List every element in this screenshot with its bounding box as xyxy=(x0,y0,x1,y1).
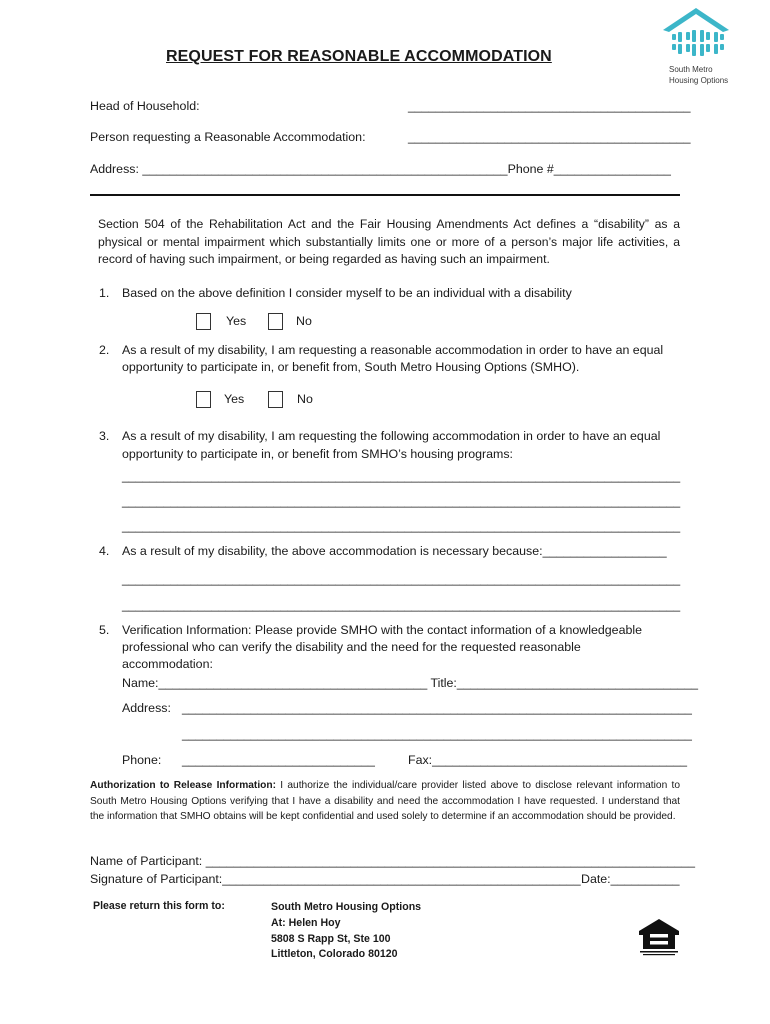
q3-number: 3. xyxy=(99,429,110,443)
logo-line-1: South Metro xyxy=(669,65,713,74)
authorization-label: Authorization to Release Information: xyxy=(90,780,276,791)
q2-yes-label: Yes xyxy=(224,392,245,406)
address-phone-field[interactable]: Address: _____________________________________________________Phone #_________________ xyxy=(90,162,671,176)
q3-line-1: As a result of my disability, I am requesting the following accommodation in order to have an equal xyxy=(122,429,661,443)
q4-number: 4. xyxy=(99,544,110,558)
q2-number: 2. xyxy=(99,343,110,357)
authorization-text: I authorize the individual/care provider listed above to disclose relevant information to South Metro Housing Options verifying that I have a disability and need the accommodation I have requested. I understand that the information that SMHO obtains will be kept confidential and used solely to determine if an accommodation should be provided. xyxy=(90,780,680,822)
person-requesting-field[interactable]: _________________________________________ xyxy=(408,130,691,144)
q1-text: Based on the above definition I consider myself to be an individual with a disability xyxy=(122,286,572,300)
participant-date-field[interactable]: Date:__________ xyxy=(581,872,680,886)
verifier-address-field[interactable]: __________________________________________________________________________ xyxy=(182,727,692,741)
q1-no-label: No xyxy=(296,314,312,328)
q5-line-3: accommodation: xyxy=(122,657,213,671)
return-street: 5808 S Rapp St, Ste 100 xyxy=(271,932,391,945)
authorization-paragraph xyxy=(90,778,680,825)
verifier-address-label: Address: xyxy=(122,701,171,715)
logo-text xyxy=(669,64,728,86)
q5-line-2: professional who can verify the disability and the need for the requested reasonable xyxy=(122,640,581,654)
q1-yes-checkbox[interactable] xyxy=(196,313,211,330)
q2-no-label: No xyxy=(297,392,313,406)
divider xyxy=(90,194,680,196)
head-of-household-label: Head of Household: xyxy=(90,99,200,113)
q5-number: 5. xyxy=(99,623,110,637)
verifier-phone-label: Phone: xyxy=(122,753,162,767)
q1-yes-label: Yes xyxy=(226,314,247,328)
logo-line-2: Housing Options xyxy=(669,76,729,85)
q4-answer-line[interactable]: _________________________________________________________________________________ xyxy=(122,572,681,586)
equal-housing-opportunity-icon xyxy=(637,917,681,957)
return-attn: At: Helen Hoy xyxy=(271,916,341,929)
participant-name-field[interactable]: Name of Participant: _______________________________________________________________________ xyxy=(90,854,695,868)
q2-line-2: opportunity to participate in, or benefit from, South Metro Housing Options (SMHO). xyxy=(122,360,580,374)
q3-answer-line[interactable]: _________________________________________________________________________________ xyxy=(122,494,681,508)
head-of-household-field[interactable]: _________________________________________ xyxy=(408,99,691,113)
verifier-phone-field[interactable]: ____________________________ xyxy=(182,753,375,767)
verifier-name-title-field[interactable]: Name:_______________________________________ Title:___________________________________ xyxy=(122,676,699,690)
q3-line-2: opportunity to participate in, or benefit from SMHO’s housing programs: xyxy=(122,447,513,461)
participant-signature-field[interactable]: Signature of Participant:____________________________________________________ xyxy=(90,872,581,886)
q3-answer-line[interactable]: _________________________________________________________________________________ xyxy=(122,519,681,533)
page-title: REQUEST FOR REASONABLE ACCOMMODATION xyxy=(166,48,552,65)
return-city: Littleton, Colorado 80120 xyxy=(271,948,398,961)
q4-text[interactable]: As a result of my disability, the above accommodation is necessary because:__________________ xyxy=(122,544,667,558)
intro-paragraph: Section 504 of the Rehabilitation Act and the Fair Housing Amendments Act defines a “disability” as a physical or mental impairment which substantially limits one or more of a person’s major life activities, a record of having such impairment, or being regarded as having such an impairment. xyxy=(98,217,680,266)
verifier-fax-field[interactable]: Fax:_____________________________________ xyxy=(408,753,688,767)
q4-answer-line[interactable]: _________________________________________________________________________________ xyxy=(122,598,681,612)
q5-line-1: Verification Information: Please provide SMHO with the contact information of a knowledgeable xyxy=(122,623,642,637)
q2-yes-checkbox[interactable] xyxy=(196,391,211,408)
verifier-address-field[interactable]: __________________________________________________________________________ xyxy=(182,701,692,715)
q1-number: 1. xyxy=(99,286,110,300)
q3-answer-line[interactable]: _________________________________________________________________________________ xyxy=(122,469,681,483)
return-label: Please return this form to: xyxy=(93,900,225,912)
return-org: South Metro Housing Options xyxy=(271,901,422,913)
q1-no-checkbox[interactable] xyxy=(268,313,283,330)
q2-line-1: As a result of my disability, I am requesting a reasonable accommodation in order to have an equal xyxy=(122,343,664,357)
q2-no-checkbox[interactable] xyxy=(268,391,283,408)
person-requesting-label: Person requesting a Reasonable Accommodation: xyxy=(90,130,366,144)
return-address-block xyxy=(271,900,421,963)
